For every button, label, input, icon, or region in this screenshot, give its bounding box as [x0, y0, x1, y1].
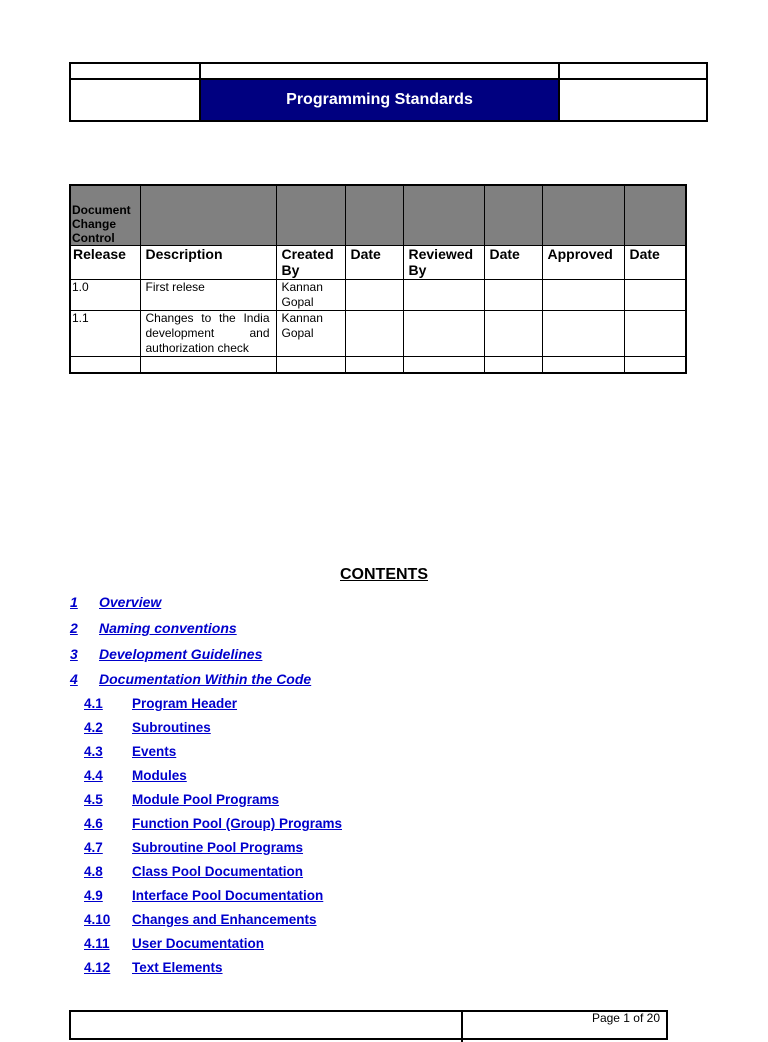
- change-control-table: [69, 184, 687, 374]
- toc-link[interactable]: Program Header: [132, 696, 238, 711]
- column-header: Created By: [276, 246, 345, 280]
- logo-cell: [70, 79, 200, 121]
- table-caption: [70, 185, 140, 246]
- table-caption-row: [70, 185, 686, 246]
- column-header: Description: [140, 246, 276, 280]
- header-cell: [559, 63, 707, 79]
- toc-number[interactable]: 4.11: [84, 936, 110, 951]
- footer-divider: [461, 1012, 463, 1042]
- reviewed-by-cell: [403, 280, 484, 311]
- date-cell: [484, 280, 542, 311]
- date-cell: [624, 280, 686, 311]
- toc-number[interactable]: 4.3: [84, 744, 103, 759]
- caption-line: Change: [72, 217, 117, 231]
- toc-link[interactable]: Development Guidelines: [99, 646, 263, 662]
- toc-number[interactable]: 4: [70, 671, 78, 687]
- toc-number[interactable]: 4.12: [84, 960, 111, 975]
- reviewed-by-cell: [403, 311, 484, 357]
- table-row: [70, 280, 686, 311]
- created-by-cell: Kannan Gopal: [276, 280, 345, 311]
- column-header: Release: [70, 246, 140, 280]
- toc-number[interactable]: 4.1: [84, 696, 103, 711]
- header-cell: [70, 63, 200, 79]
- document-header: [69, 62, 708, 122]
- toc-link[interactable]: Events: [132, 744, 177, 759]
- approved-cell: [542, 280, 624, 311]
- page-footer: [69, 1010, 668, 1040]
- column-header: Date: [345, 246, 403, 280]
- document-title: Programming Standards: [200, 79, 559, 121]
- created-by-cell: Kannan Gopal: [276, 311, 345, 357]
- column-header: Date: [624, 246, 686, 280]
- contents-heading: CONTENTS: [340, 566, 428, 583]
- toc-number[interactable]: 4.4: [84, 768, 103, 783]
- date-cell: [484, 311, 542, 357]
- toc-number[interactable]: 4.5: [84, 792, 103, 807]
- page-number: Page 1 of 20: [591, 1011, 660, 1025]
- toc-number[interactable]: 4.7: [84, 840, 103, 855]
- release-cell: 1.1: [70, 311, 140, 357]
- toc-number[interactable]: 4.2: [84, 720, 103, 735]
- header-cell: [200, 63, 559, 79]
- date-cell: [345, 311, 403, 357]
- toc-number[interactable]: 2: [70, 620, 78, 636]
- description-cell: Changes to the India development and authorization check: [140, 311, 276, 357]
- toc-link[interactable]: Documentation Within the Code: [99, 671, 312, 687]
- toc-link[interactable]: Module Pool Programs: [132, 792, 280, 807]
- date-cell: [345, 280, 403, 311]
- approved-cell: [542, 311, 624, 357]
- toc-link[interactable]: Interface Pool Documentation: [132, 888, 324, 903]
- toc-link[interactable]: User Documentation: [132, 936, 265, 951]
- description-cell: First relese: [140, 280, 276, 311]
- table-row: [70, 311, 686, 357]
- toc-link[interactable]: Modules: [132, 768, 187, 783]
- toc-link[interactable]: Subroutines: [132, 720, 211, 735]
- toc-number[interactable]: 3: [70, 646, 78, 662]
- toc-number[interactable]: 1: [70, 594, 78, 610]
- column-header: Approved: [542, 246, 624, 280]
- header-cell: [559, 79, 707, 121]
- table-header-row: [70, 246, 686, 280]
- release-cell: 1.0: [70, 280, 140, 311]
- caption-line: Control: [72, 231, 115, 245]
- table-row: [70, 357, 686, 374]
- toc-link[interactable]: Overview: [99, 594, 162, 610]
- toc-link[interactable]: Naming conventions: [99, 620, 237, 636]
- toc-link[interactable]: Changes and Enhancements: [132, 912, 317, 927]
- caption-line: Document: [72, 203, 131, 217]
- toc-link[interactable]: Text Elements: [132, 960, 223, 975]
- toc-link[interactable]: Subroutine Pool Programs: [132, 840, 304, 855]
- column-header: Reviewed By: [403, 246, 484, 280]
- column-header: Date: [484, 246, 542, 280]
- toc-link[interactable]: Class Pool Documentation: [132, 864, 304, 879]
- toc-link[interactable]: Function Pool (Group) Programs: [132, 816, 342, 831]
- toc-number[interactable]: 4.10: [84, 912, 111, 927]
- toc-number[interactable]: 4.9: [84, 888, 103, 903]
- date-cell: [624, 311, 686, 357]
- toc-number[interactable]: 4.8: [84, 864, 103, 879]
- toc-number[interactable]: 4.6: [84, 816, 103, 831]
